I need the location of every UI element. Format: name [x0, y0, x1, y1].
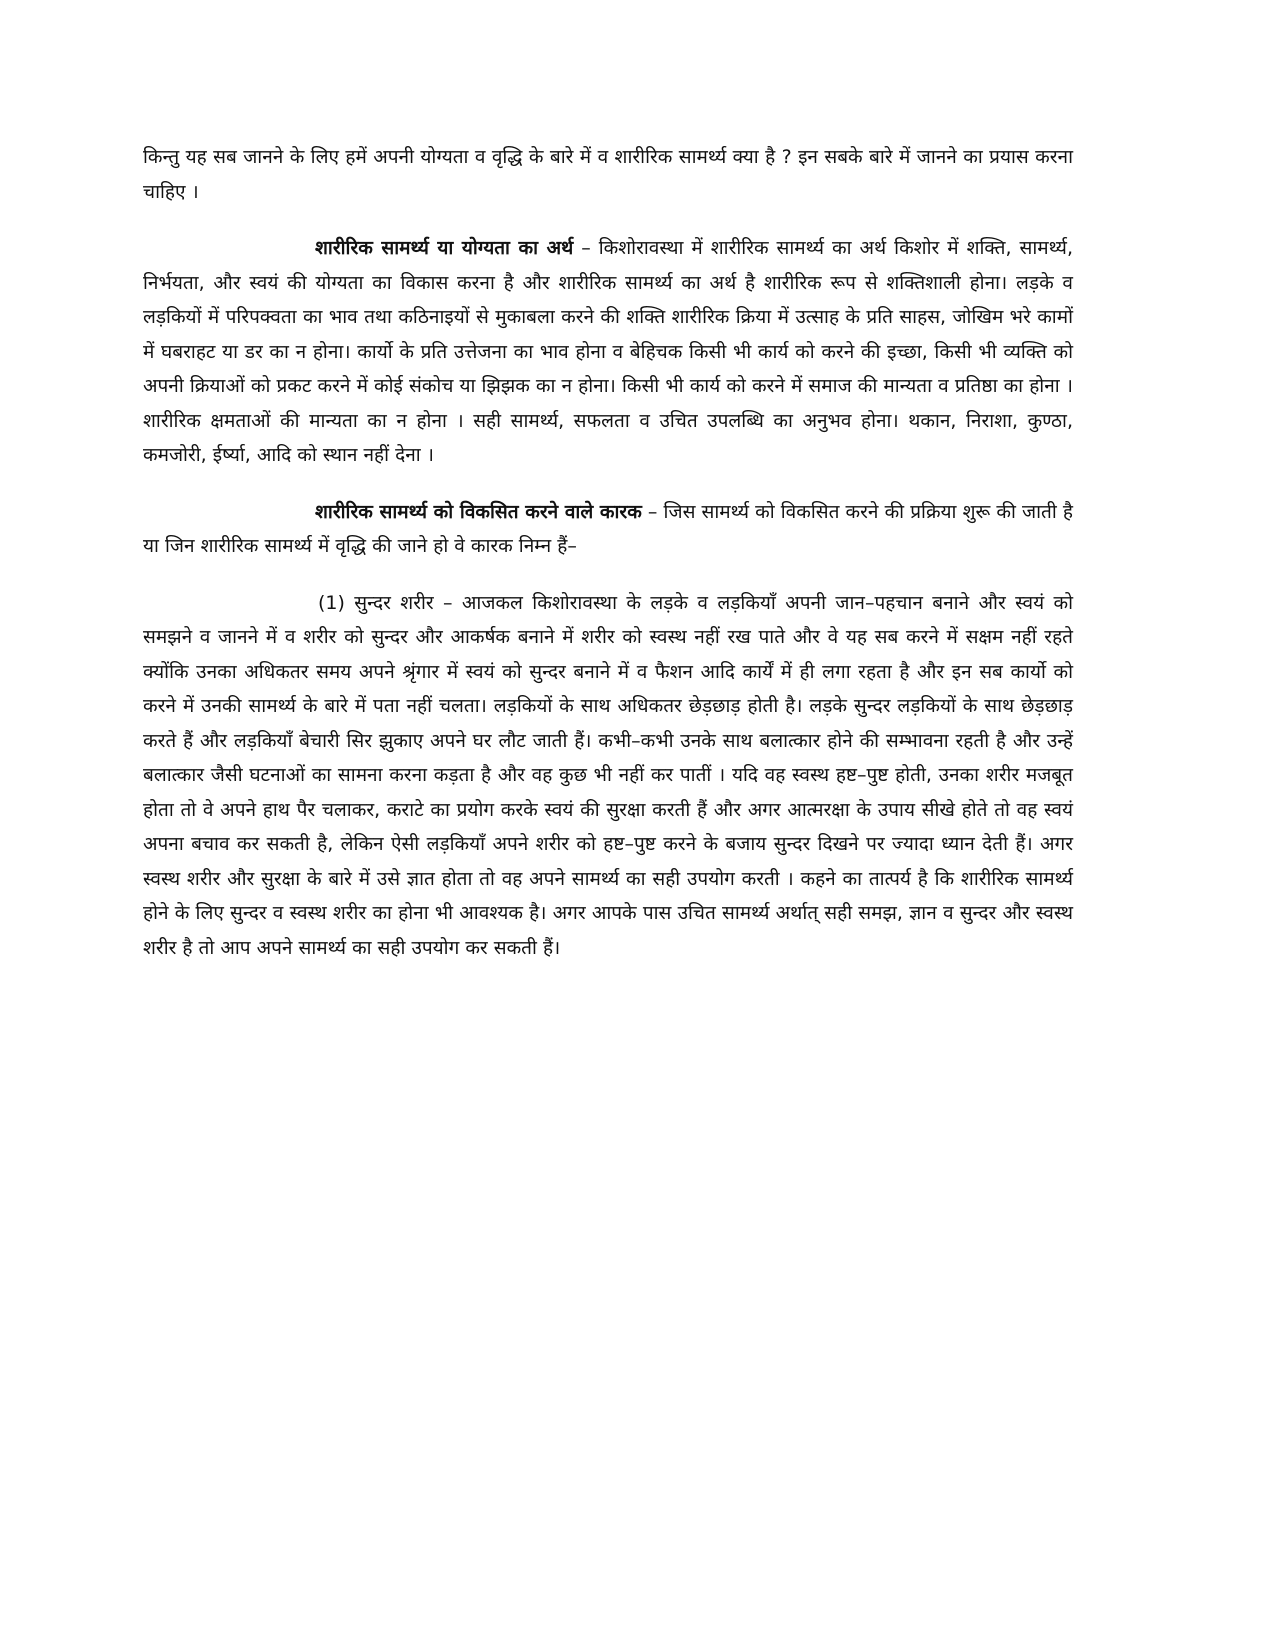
paragraph-beautiful-body: [143, 586, 1073, 966]
paragraph-text: – किशोरावस्था में शारीरिक सामर्थ्य का अर्थ किशोर में शक्ति, सामर्थ्य, निर्भयता, और स्वयं की योग्यता का विकास करना है और शारीरिक सामर्थ्य का अर्थ है शारीरिक रूप से शक्तिशाली होना। लड़के व लड़कियों में परिपक्वता का भाव तथा कठिनाइयों से मुकाबला करने की शक्ति शारीरिक क्रिया में उत्साह के प्रति साहस, जोखिम भरे कामों में घबराहट या डर का न होना। कार्यो के प्रति उत्तेजना का भाव होना व बेहिचक किसी भी कार्य को करने की इच्छा, किसी भी व्यक्ति को अपनी क्रियाओं को प्रकट करने में कोई संकोच या झिझक का न होना। किसी भी कार्य को करने में समाज की मान्यता व प्रतिष्ठा का होना । शारीरिक क्षमताओं की मान्यता का न होना । सही सामर्थ्य, सफलता व उचित उपलब्धि का अनुभव होना। थकान, निराशा, कुण्ठा, कमजोरी, ईर्ष्या, आदि को स्थान नहीं देना ।: [143, 237, 1073, 466]
paragraph-text: – जिस सामर्थ्य को विकसित करने की प्रक्रिया शुरू की जाती है या जिन शारीरिक सामर्थ्य में वृद्धि की जाने हो वे कारक निम्न हैं–: [143, 500, 1074, 557]
document-page: [143, 140, 1073, 987]
paragraph-meaning: [143, 231, 1073, 473]
paragraph-factors: [143, 495, 1073, 564]
paragraph-text: किन्तु यह सब जानने के लिए हमें अपनी योग्यता व वृद्धि के बारे में व शारीरिक सामर्थ्य क्या है ? इन सबके बारे में जानने का प्रयास करना चाहिए ।: [143, 146, 1073, 203]
section-heading-meaning: शारीरिक सामर्थ्य या योग्यता का अर्थ: [315, 237, 574, 259]
paragraph-text: (1) सुन्दर शरीर – आजकल किशोरावस्था के लड़के व लड़कियाँ अपनी जान–पहचान बनाने और स्वयं को समझने व जानने में व शरीर को सुन्दर और आकर्षक बनाने में शरीर को स्वस्थ नहीं रख पाते और वे यह सब करने में सक्षम नहीं रहते क्योंकि उनका अधिकतर समय अपने श्रृंगार में स्वयं को सुन्दर बनाने में व फैशन आदि कार्यें में ही लगा रहता है और इन सब कार्यो को करने में उनकी सामर्थ्य के बारे में पता नहीं चलता। लड़कियों के साथ अधिकतर छेड़छाड़ होती है। लड़के सुन्दर लड़कियों के साथ छेड़छाड़ करते हैं और लड़कियाँ बेचारी सिर झुकाए अपने घर लौट जाती हैं। कभी–कभी उनके साथ बलात्कार होने की सम्भावना रहती है और उन्हें बलात्कार जैसी घटनाओं का सामना करना कड़ता है और वह कुछ भी नहीं कर पातीं । यदि वह स्वस्थ हष्ट–पुष्ट होती, उनका शरीर मजबूत होता तो वे अपने हाथ पैर चलाकर, कराटे का प्रयोग करके स्वयं की सुरक्षा करती हैं और अगर आत्मरक्षा के उपाय सीखे होते तो वह स्वयं अपना बचाव कर सकती है, लेकिन ऐसी लड़कियाँ अपने शरीर को हष्ट–पुष्ट करने के बजाय सुन्दर दिखने पर ज्यादा ध्यान देती हैं। अगर स्वस्थ शरीर और सुरक्षा के बारे में उसे ज्ञात होता तो वह अपने सामर्थ्य का सही उपयोग करती । कहने का तात्पर्य है कि शारीरिक सामर्थ्य होने के लिए सुन्दर व स्वस्थ शरीर का होना भी आवश्यक है। अगर आपके पास उचित सामर्थ्य अर्थात् सही समझ, ज्ञान व सुन्दर और स्वस्थ शरीर है तो आप अपने सामर्थ्य का सही उपयोग कर सकती हैं।: [143, 591, 1073, 959]
paragraph-intro: [143, 140, 1073, 209]
section-heading-factors: शारीरिक सामर्थ्य को विकसित करने वाले कारक: [315, 500, 642, 523]
